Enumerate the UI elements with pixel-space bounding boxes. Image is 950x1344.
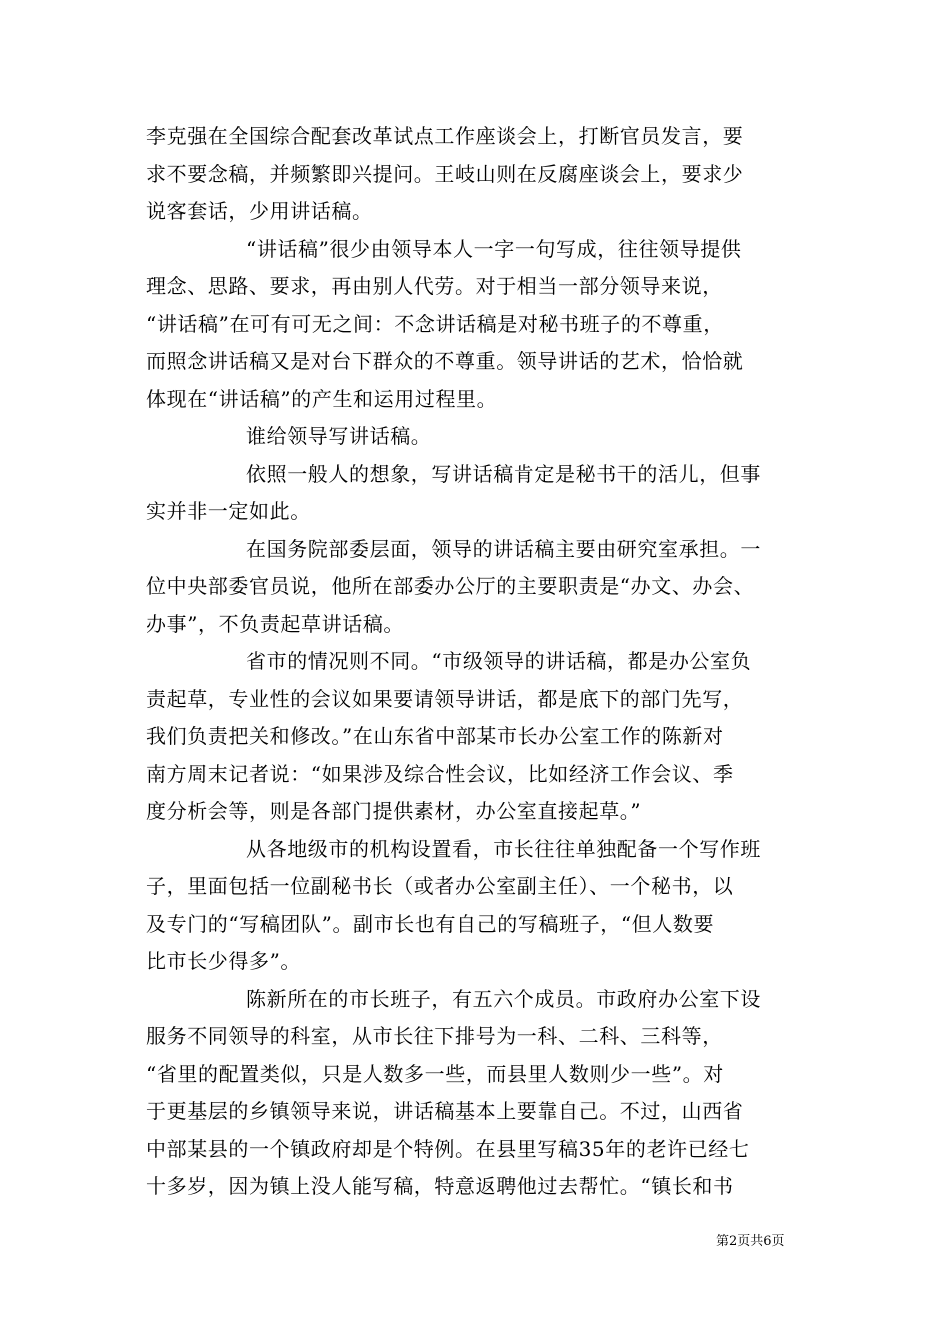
- text-line: 中部某县的一个镇政府却是个特例。在县里写稿35年的老许已经七: [146, 1136, 750, 1161]
- text-line: 于更基层的乡镇领导来说，讲话稿基本上要靠自己。不过，山西省: [146, 1099, 744, 1123]
- text-line: 理念、思路、要求，再由别人代劳。对于相当一部分领导来说，: [146, 274, 723, 298]
- text-line: 南方周末记者说：“如果涉及综合性会议，比如经济工作会议、季: [146, 761, 734, 786]
- text-line: 说客套话，少用讲话稿。: [146, 199, 373, 223]
- text-line: 而照念讲话稿又是对台下群众的不尊重。领导讲话的艺术，恰恰就: [146, 349, 744, 373]
- text-line: 李克强在全国综合配套改革试点工作座谈会上，打断官员发言，要: [146, 124, 744, 148]
- text-line: 体现在“讲话稿”的产生和运用过程里。: [146, 386, 498, 411]
- text-line: 办事”，不负责起草讲话稿。: [146, 611, 405, 636]
- body-text: [146, 118, 814, 1206]
- text-line: 从各地级市的机构设置看，市长往往单独配备一个写作班: [246, 836, 761, 861]
- text-line: 服务不同领导的科室，从市长往下排号为一科、二科、三科等，: [146, 1024, 723, 1048]
- text-line: 省市的情况则不同。“市级领导的讲话稿，都是办公室负: [246, 649, 752, 673]
- text-line: 谁给领导写讲话稿。: [246, 424, 432, 448]
- text-line: 求不要念稿，并频繁即兴提问。王岐山则在反腐座谈会上，要求少: [146, 161, 744, 186]
- page-number-footer: [716, 1234, 816, 1250]
- text-line: 依照一般人的想象，写讲话稿肯定是秘书干的活儿，但事: [246, 461, 761, 486]
- text-line: “省里的配置类似，只是人数多一些，而县里人数则少一些”。对: [146, 1061, 724, 1086]
- text-line: 子，里面包括一位副秘书长（或者办公室副主任）、一个秘书，以: [146, 874, 734, 898]
- text-line: 及专门的“写稿团队”。副市长也有自己的写稿班子，“但人数要: [146, 911, 715, 936]
- text-line: 位中央部委官员说，他所在部委办公厅的主要职责是“办文、办会、: [146, 574, 755, 598]
- text-line: 在国务院部委层面，领导的讲话稿主要由研究室承担。一: [246, 536, 761, 561]
- page-number: 第2页共6页: [716, 1234, 785, 1249]
- text-line: 陈新所在的市长班子，有五六个成员。市政府办公室下设: [246, 986, 761, 1011]
- text-line: 比市长少得多”。: [146, 949, 302, 973]
- text-line: “讲话稿”很少由领导本人一字一句写成，往往领导提供: [246, 236, 742, 261]
- text-line: 责起草，专业性的会议如果要请领导讲话，都是底下的部门先写，: [146, 686, 744, 711]
- text-line: 十多岁，因为镇上没人能写稿，特意返聘他过去帮忙。“镇长和书: [146, 1174, 734, 1198]
- text-line: 度分析会等，则是各部门提供素材，办公室直接起草。”: [146, 799, 642, 823]
- text-line: 实并非一定如此。: [146, 499, 311, 523]
- text-line: 我们负责把关和修改。”在山东省中部某市长办公室工作的陈新对: [146, 724, 724, 748]
- text-line: “讲话稿”在可有可无之间：不念讲话稿是对秘书班子的不尊重，: [146, 311, 724, 336]
